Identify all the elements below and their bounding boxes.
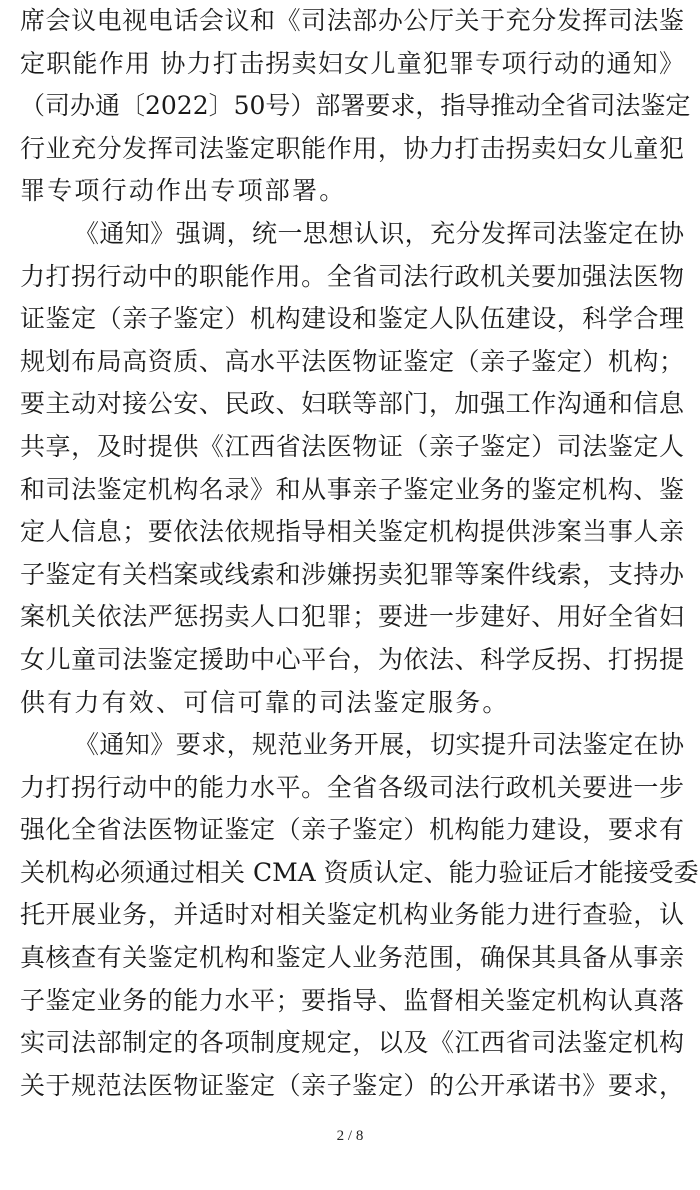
document-body [20,0,699,1107]
text-line: 罪专项行动作出专项部署。 [20,176,347,206]
text-line: （司办通〔2022〕50号）部署要求，指导推动全省司法鉴定 [20,91,691,121]
text-line: 行业充分发挥司法鉴定职能作用，协力打击拐卖妇女儿童犯 [20,133,684,163]
text-line: 关机构必须通过相关 CMA 资质认定、能力验证后才能接受委 [20,857,699,887]
text-line: 共享，及时提供《江西省法医物证（亲子鉴定）司法鉴定人 [20,431,684,461]
text-line: 要主动对接公安、民政、妇联等部门，加强工作沟通和信息 [20,389,684,419]
text-line: 和司法鉴定机构名录》和从事亲子鉴定业务的鉴定机构、鉴 [20,474,684,504]
paragraph [20,0,691,213]
text-line: 女儿童司法鉴定援助中心平台，为依法、科学反拐、打拐提 [20,644,684,674]
text-line: 证鉴定（亲子鉴定）机构建设和鉴定人队伍建设，科学合理 [20,304,684,334]
text-line: 席会议电视电话会议和《司法部办公厅关于充分发挥司法鉴 [20,6,684,35]
text-line: 案机关依法严惩拐卖人口犯罪；要进一步建好、用好全省妇 [20,602,684,632]
text-line: 子鉴定业务的能力水平；要指导、监督相关鉴定机构认真落 [20,985,684,1015]
paragraph [20,724,699,1107]
text-line: 实司法部制定的各项制度规定，以及《江西省司法鉴定机构 [20,1028,684,1058]
text-line: 真核查有关鉴定机构和鉴定人业务范围，确保其具备从事亲 [20,943,684,973]
text-line: 《通知》要求，规范业务开展，切实提升司法鉴定在协 [74,730,684,760]
text-line: 关于规范法医物证鉴定（亲子鉴定）的公开承诺书》要求， [20,1070,684,1100]
text-line: 规划布局高资质、高水平法医物证鉴定（亲子鉴定）机构； [20,346,684,376]
text-line: 《通知》强调，统一思想认识，充分发挥司法鉴定在协 [74,218,684,248]
page-number: 2 / 8 [336,1128,364,1144]
text-line: 供有力有效、可信可靠的司法鉴定服务。 [20,687,510,717]
text-line: 强化全省法医物证鉴定（亲子鉴定）机构能力建设，要求有 [20,815,684,845]
text-line: 定人信息；要依法依规指导相关鉴定机构提供涉案当事人亲 [20,517,684,547]
text-line: 定职能作用 协力打击拐卖妇女儿童犯罪专项行动的通知》 [20,48,684,78]
text-line: 力打拐行动中的职能作用。全省司法行政机关要加强法医物 [20,261,684,291]
text-line: 子鉴定有关档案或线索和涉嫌拐卖犯罪等案件线索，支持办 [20,559,684,589]
paragraph [20,213,684,724]
text-line: 托开展业务，并适时对相关鉴定机构业务能力进行查验，认 [20,900,684,930]
text-line: 力打拐行动中的能力水平。全省各级司法行政机关要进一步 [20,772,684,802]
